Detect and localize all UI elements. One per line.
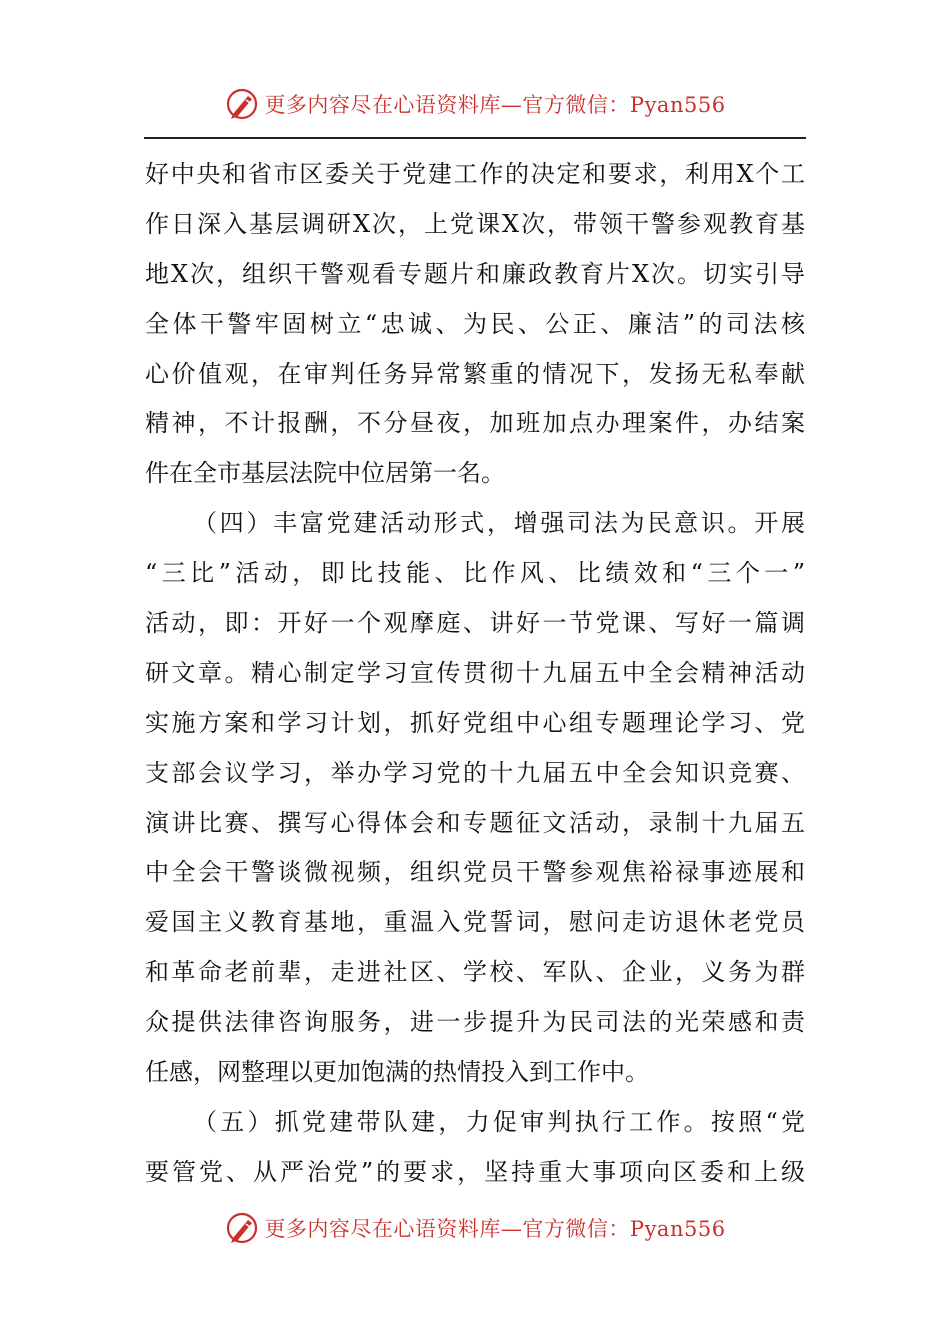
text-line: 全体干警牢固树立“忠诚、为民、公正、廉洁”的司法核 <box>145 309 805 338</box>
text-line: 和革命老前辈，走进社区、学校、军队、企业，义务为群 <box>145 958 805 987</box>
text-line: 地X次，组织干警观看专题片和廉政教育片X次。切实引导 <box>145 259 805 288</box>
text-line: 好中央和省市区委关于党建工作的决定和要求，利用X个工 <box>145 160 805 188</box>
text-line: 众提供法律咨询服务，进一步提升为民司法的光荣感和责 <box>145 1008 805 1037</box>
watermark-header <box>0 84 950 124</box>
text-line: 精神，不计报酬，不分昼夜，加班加点办理案件，办结案 <box>145 409 805 438</box>
text-line: 爱国主义教育基地，重温入党誓词，慰问走访退休老党员 <box>145 908 805 937</box>
watermark-text: 更多内容尽在心语资料库—官方微信：Pyan556 <box>264 1217 726 1241</box>
document-body <box>145 150 805 1198</box>
text-line: 件在全市基层法院中位居第一名。 <box>145 459 505 488</box>
watermark-text: 更多内容尽在心语资料库—官方微信：Pyan556 <box>264 93 726 117</box>
text-line: 心价值观，在审判任务异常繁重的情况下，发扬无私奉献 <box>145 359 805 388</box>
text-line: 中全会干警谈微视频，组织党员干警参观焦裕禄事迹展和 <box>145 858 805 887</box>
pen-logo-icon <box>224 1210 260 1246</box>
watermark-footer <box>0 1208 950 1248</box>
text-line: 研文章。精心制定学习宣传贯彻十九届五中全会精神活动 <box>145 658 805 687</box>
text-line: 演讲比赛、撰写心得体会和专题征文活动，录制十九届五 <box>145 808 805 837</box>
text-line: 活动，即：开好一个观摩庭、讲好一节党课、写好一篇调 <box>145 609 805 638</box>
text-line: 要管党、从严治党”的要求，坚持重大事项向区委和上级 <box>145 1157 805 1186</box>
text-line: 支部会议学习，举办学习党的十九届五中全会知识竞赛、 <box>145 758 805 787</box>
pen-logo-icon <box>224 86 260 122</box>
header-divider <box>144 137 806 139</box>
text-line: （四）丰富党建活动形式，增强司法为民意识。开展 <box>193 509 805 538</box>
text-line: （五）抓党建带队建，力促审判执行工作。按照“党 <box>193 1107 805 1136</box>
text-line: 实施方案和学习计划，抓好党组中心组专题理论学习、党 <box>145 708 805 737</box>
text-line: 作日深入基层调研X次，上党课X次，带领干警参观教育基 <box>145 209 805 238</box>
text-line: “三比”活动，即比技能、比作风、比绩效和“三个一” <box>145 559 805 588</box>
text-line: 任感，网整理以更加饱满的热情投入到工作中。 <box>145 1058 649 1087</box>
